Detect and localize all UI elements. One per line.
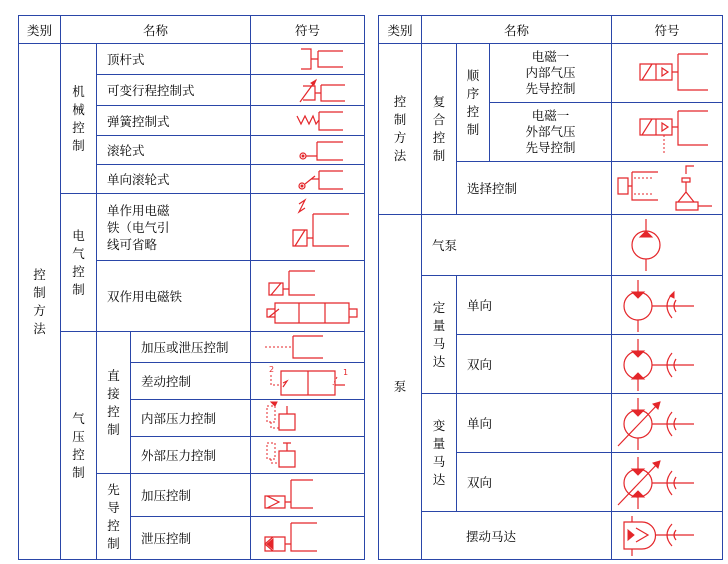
row-solenoid-internal-pilot: 电磁一 内部气压 先导控制 — [490, 44, 612, 103]
row-roller: 滚轮式 — [97, 136, 251, 165]
control-method-table-right — [378, 15, 723, 560]
double-solenoid-symbol — [251, 261, 365, 332]
row-solenoid-external-pilot: 电磁一 外部气压 先导控制 — [490, 103, 612, 162]
solenoid-external-pilot-symbol — [612, 103, 723, 162]
pressurize-release-symbol — [251, 332, 365, 363]
single-solenoid-symbol — [251, 194, 365, 261]
row-single-solenoid: 单作用电磁 铁（电气引 线可省略 — [97, 194, 251, 261]
row-pilot-pressurize: 加压控制 — [131, 474, 251, 517]
roller-symbol — [251, 136, 365, 165]
group-pneumatic-control: 气压控制 — [61, 332, 97, 560]
group-electrical-control: 电气控制 — [61, 194, 97, 332]
differential-mark-right: 1 — [342, 368, 348, 377]
selective-control-symbol — [612, 162, 723, 215]
row-air-pump: 气泵 — [422, 215, 612, 276]
variable-two-way-symbol — [612, 453, 723, 512]
row-one-way-roller: 单向滚轮式 — [97, 165, 251, 194]
row-pressurize-release: 加压或泄压控制 — [131, 332, 251, 363]
spring-symbol — [251, 106, 365, 136]
row-double-solenoid: 双作用电磁铁 — [97, 261, 251, 332]
row-swing-motor: 摆动马达 — [422, 512, 612, 560]
row-variable-stroke: 可变行程控制式 — [97, 75, 251, 106]
pilot-release-symbol — [251, 517, 365, 560]
pilot-pressurize-symbol — [251, 474, 365, 517]
fixed-one-way-symbol — [612, 276, 723, 335]
variable-one-way-symbol — [612, 394, 723, 453]
row-internal-pressure: 内部压力控制 — [131, 400, 251, 437]
plunger-symbol — [251, 44, 365, 75]
header-symbol: 符号 — [251, 16, 365, 44]
header-category: 类别 — [19, 16, 61, 44]
header-symbol-right: 符号 — [612, 16, 723, 44]
differential-symbol — [251, 363, 365, 400]
swing-motor-symbol — [612, 512, 723, 560]
header-category-right: 类别 — [379, 16, 422, 44]
group-mechanical-control: 机械控制 — [61, 44, 97, 194]
external-pressure-symbol — [251, 437, 365, 474]
row-differential: 差动控制 — [131, 363, 251, 400]
header-name-right: 名称 — [422, 16, 612, 44]
row-pilot-release: 泄压控制 — [131, 517, 251, 560]
variable-stroke-symbol — [251, 75, 365, 106]
differential-mark-left: 2 — [268, 365, 274, 374]
row-fixed-two-way: 双向 — [457, 335, 612, 394]
group-sequence-control: 顺序控制 — [457, 44, 490, 162]
group-pilot-control: 先导控制 — [97, 474, 131, 560]
internal-pressure-symbol — [251, 400, 365, 437]
group-direct-control: 直接控制 — [97, 332, 131, 474]
category-pump: 泵 — [379, 215, 422, 560]
control-method-table-left — [18, 15, 365, 560]
row-variable-two-way: 双向 — [457, 453, 612, 512]
solenoid-internal-pilot-symbol — [612, 44, 723, 103]
row-external-pressure: 外部压力控制 — [131, 437, 251, 474]
category-control-method: 控制方法 — [19, 44, 61, 560]
one-way-roller-symbol — [251, 165, 365, 194]
fixed-two-way-symbol — [612, 335, 723, 394]
category-control-method-right: 控制方法 — [379, 44, 422, 215]
group-fixed-motor: 定量马达 — [422, 276, 457, 394]
row-selective-control: 选择控制 — [457, 162, 612, 215]
header-name: 名称 — [61, 16, 251, 44]
air-pump-symbol — [612, 215, 723, 276]
row-fixed-one-way: 单向 — [457, 276, 612, 335]
row-plunger: 顶杆式 — [97, 44, 251, 75]
row-spring: 弹簧控制式 — [97, 106, 251, 136]
row-variable-one-way: 单向 — [457, 394, 612, 453]
group-variable-motor: 变量马达 — [422, 394, 457, 512]
group-compound-control: 复合控制 — [422, 44, 457, 215]
